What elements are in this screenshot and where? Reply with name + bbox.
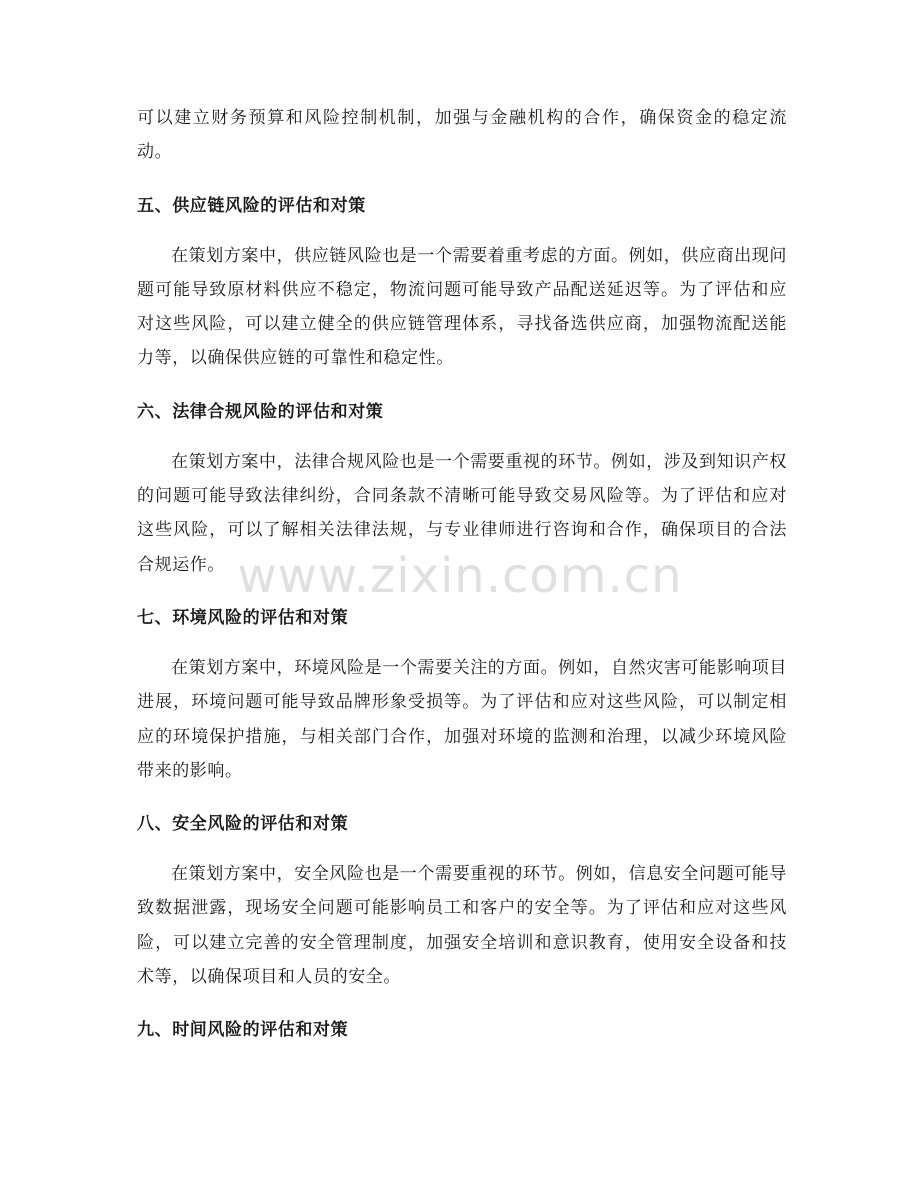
section-heading-5: 五、供应链风险的评估和对策 bbox=[137, 195, 366, 216]
section-body-5: 在策划方案中，供应链风险也是一个需要着重考虑的方面。例如，供应商出现问题可能导致原材料供应不稳定，物流问题可能导致产品配送延迟等。为了评估和应对这些风险，可以建立健全的供应链管理体系，寻找备选供应商，加强物流配送能力等，以确保供应链的可靠性和稳定性。 bbox=[137, 245, 787, 369]
watermark: www.zixin.com.cn bbox=[237, 548, 683, 604]
section-heading-9: 九、时间风险的评估和对策 bbox=[137, 1020, 349, 1041]
section-heading-7: 七、环境风险的评估和对策 bbox=[137, 607, 349, 628]
section-heading-6: 六、法律合规风险的评估和对策 bbox=[137, 401, 384, 422]
section-heading-8: 八、安全风险的评估和对策 bbox=[137, 814, 349, 835]
document-body bbox=[137, 101, 787, 1042]
section-body-7: 在策划方案中，环境风险是一个需要关注的方面。例如，自然灾害可能影响项目进展，环境问题可能导致品牌形象受损等。为了评估和应对这些风险，可以制定相应的环境保护措施，与相关部门合作，加强对环境的监测和治理，以减少环境风险带来的影响。 bbox=[137, 657, 787, 781]
intro-paragraph: 可以建立财务预算和风险控制机制，加强与金融机构的合作，确保资金的稳定流动。 bbox=[137, 108, 787, 163]
section-body-6: 在策划方案中，法律合规风险也是一个需要重视的环节。例如，涉及到知识产权的问题可能导致法律纠纷，合同条款不清晰可能导致交易风险等。为了评估和应对这些风险，可以了解相关法律法规，与专业律师进行咨询和合作，确保项目的合法合规运作。 bbox=[137, 451, 787, 575]
section-body-8: 在策划方案中，安全风险也是一个需要重视的环节。例如，信息安全问题可能导致数据泄露，现场安全问题可能影响员工和客户的安全等。为了评估和应对这些风险，可以建立完善的安全管理制度，加强安全培训和意识教育，使用安全设备和技术等，以确保项目和人员的安全。 bbox=[137, 864, 787, 988]
